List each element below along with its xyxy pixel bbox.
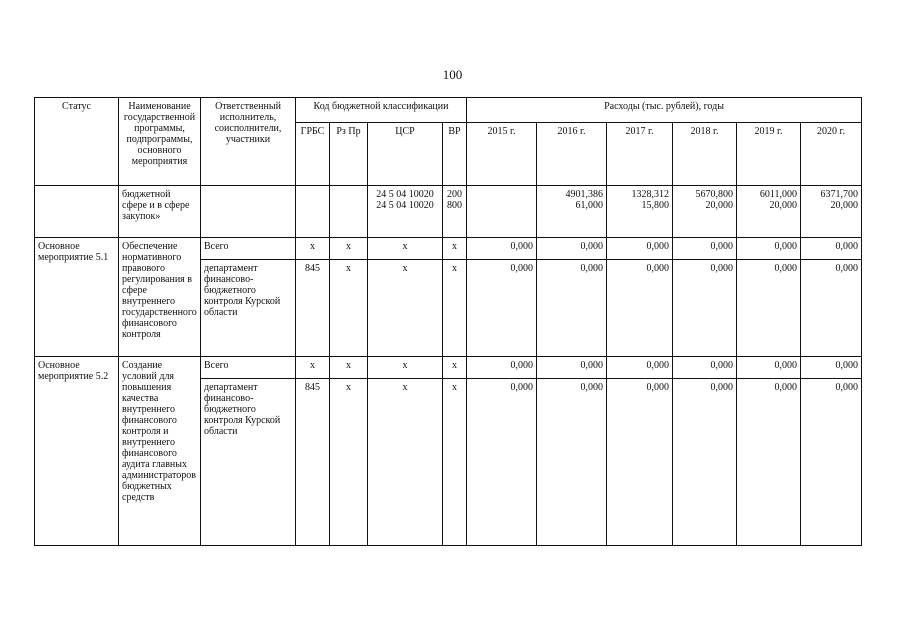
cell-responsible bbox=[201, 186, 296, 238]
cell-2020: 0,000 bbox=[801, 260, 862, 357]
table-row bbox=[35, 238, 862, 260]
cell-2017: 0,000 bbox=[607, 238, 673, 260]
header-year-2019: 2019 г. bbox=[737, 123, 801, 186]
cell-responsible: департамент финансово-бюджетного контроля Курской области bbox=[201, 379, 296, 546]
cell-2016: 0,000 bbox=[537, 238, 607, 260]
cell-grbs bbox=[296, 186, 330, 238]
table-row-continuation bbox=[35, 186, 862, 238]
header-grbs: ГРБС bbox=[296, 123, 330, 186]
cell-responsible: департамент финансово-бюджетного контроля Курской области bbox=[201, 260, 296, 357]
cell-2019: 0,000 bbox=[737, 357, 801, 379]
cell-2015: 0,000 bbox=[467, 260, 537, 357]
cell-vr: х bbox=[443, 379, 467, 546]
cell-2019 bbox=[737, 186, 801, 238]
cell-grbs: х bbox=[296, 357, 330, 379]
cell-grbs: х bbox=[296, 238, 330, 260]
value-line: 6011,000 bbox=[759, 189, 798, 200]
cell-2018: 0,000 bbox=[673, 357, 737, 379]
value-line: 5670,800 bbox=[695, 189, 734, 200]
value-line: 61,000 bbox=[575, 200, 604, 211]
cell-2016: 0,000 bbox=[537, 357, 607, 379]
cell-2020: 0,000 bbox=[801, 379, 862, 546]
header-status: Статус bbox=[35, 98, 119, 186]
cell-2019: 0,000 bbox=[737, 379, 801, 546]
cell-2017: 0,000 bbox=[607, 357, 673, 379]
cell-2020: 0,000 bbox=[801, 238, 862, 260]
header-name: Наименование государственной программы, подпрограммы, основного мероприятия bbox=[119, 98, 201, 186]
cell-2015: 0,000 bbox=[467, 357, 537, 379]
header-responsible: Ответственный исполнитель, соисполнители, участники bbox=[201, 98, 296, 186]
value-line: 20,000 bbox=[705, 200, 734, 211]
cell-2019: 0,000 bbox=[737, 238, 801, 260]
cell-vr: х bbox=[443, 238, 467, 260]
header-year-2018: 2018 г. bbox=[673, 123, 737, 186]
cell-vr: х bbox=[443, 357, 467, 379]
cell-status: Основное мероприятие 5.2 bbox=[35, 357, 119, 546]
page-number: 100 bbox=[442, 67, 463, 82]
cell-rzpr: х bbox=[330, 238, 368, 260]
header-budget-code: Код бюджетной классификации bbox=[296, 98, 467, 123]
csr-line: 24 5 04 10020 bbox=[376, 189, 434, 200]
header-csr: ЦСР bbox=[368, 123, 443, 186]
cell-name: Создание условий для повышения качества внутреннего финансового контроля и внутреннего финансового аудита главных администраторов бюджетных средств bbox=[119, 357, 201, 546]
cell-responsible: Всего bbox=[201, 357, 296, 379]
value-line: 6371,700 bbox=[820, 189, 859, 200]
value-line: 20,000 bbox=[830, 200, 859, 211]
cell-vr: х bbox=[443, 260, 467, 357]
cell-2017: 0,000 bbox=[607, 379, 673, 546]
cell-2019: 0,000 bbox=[737, 260, 801, 357]
header-year-2016: 2016 г. bbox=[537, 123, 607, 186]
header-vr: ВР bbox=[443, 123, 467, 186]
cell-vr bbox=[443, 186, 467, 238]
value-line: 4901,386 bbox=[565, 189, 604, 200]
header-year-2015: 2015 г. bbox=[467, 123, 537, 186]
cell-2015 bbox=[467, 186, 537, 238]
value-line: 1328,312 bbox=[631, 189, 670, 200]
header-expenses: Расходы (тыс. рублей), годы bbox=[467, 98, 862, 123]
header-year-2020: 2020 г. bbox=[801, 123, 862, 186]
cell-2016: 0,000 bbox=[537, 379, 607, 546]
cell-grbs: 845 bbox=[296, 260, 330, 357]
cell-2020 bbox=[801, 186, 862, 238]
cell-2017 bbox=[607, 186, 673, 238]
cell-rzpr bbox=[330, 186, 368, 238]
cell-status: Основное мероприятие 5.1 bbox=[35, 238, 119, 357]
cell-rzpr: х bbox=[330, 260, 368, 357]
header-year-2017: 2017 г. bbox=[607, 123, 673, 186]
cell-name: Обеспечение нормативного правового регулирования в сфере внутреннего государственного финансового контроля bbox=[119, 238, 201, 357]
cell-csr: х bbox=[368, 260, 443, 357]
cell-csr: х bbox=[368, 357, 443, 379]
cell-csr bbox=[368, 186, 443, 238]
header-rzpr: Рз Пр bbox=[330, 123, 368, 186]
cell-rzpr: х bbox=[330, 357, 368, 379]
csr-line: 24 5 04 10020 bbox=[376, 200, 434, 211]
cell-name: бюджетной сфере и в сфере закупок» bbox=[119, 186, 201, 238]
vr-line: 200 bbox=[447, 189, 462, 200]
cell-rzpr: х bbox=[330, 379, 368, 546]
cell-2020: 0,000 bbox=[801, 357, 862, 379]
value-line: 20,000 bbox=[769, 200, 798, 211]
cell-2018 bbox=[673, 186, 737, 238]
vr-line: 800 bbox=[447, 200, 462, 211]
cell-2018: 0,000 bbox=[673, 238, 737, 260]
cell-csr: х bbox=[368, 379, 443, 546]
cell-2017: 0,000 bbox=[607, 260, 673, 357]
cell-2015: 0,000 bbox=[467, 379, 537, 546]
cell-2015: 0,000 bbox=[467, 238, 537, 260]
cell-2016 bbox=[537, 186, 607, 238]
budget-table bbox=[34, 97, 862, 546]
cell-csr: х bbox=[368, 238, 443, 260]
value-line: 15,800 bbox=[641, 200, 670, 211]
cell-2018: 0,000 bbox=[673, 260, 737, 357]
cell-responsible: Всего bbox=[201, 238, 296, 260]
table-row bbox=[35, 357, 862, 379]
cell-status bbox=[35, 186, 119, 238]
cell-2018: 0,000 bbox=[673, 379, 737, 546]
cell-2016: 0,000 bbox=[537, 260, 607, 357]
cell-grbs: 845 bbox=[296, 379, 330, 546]
